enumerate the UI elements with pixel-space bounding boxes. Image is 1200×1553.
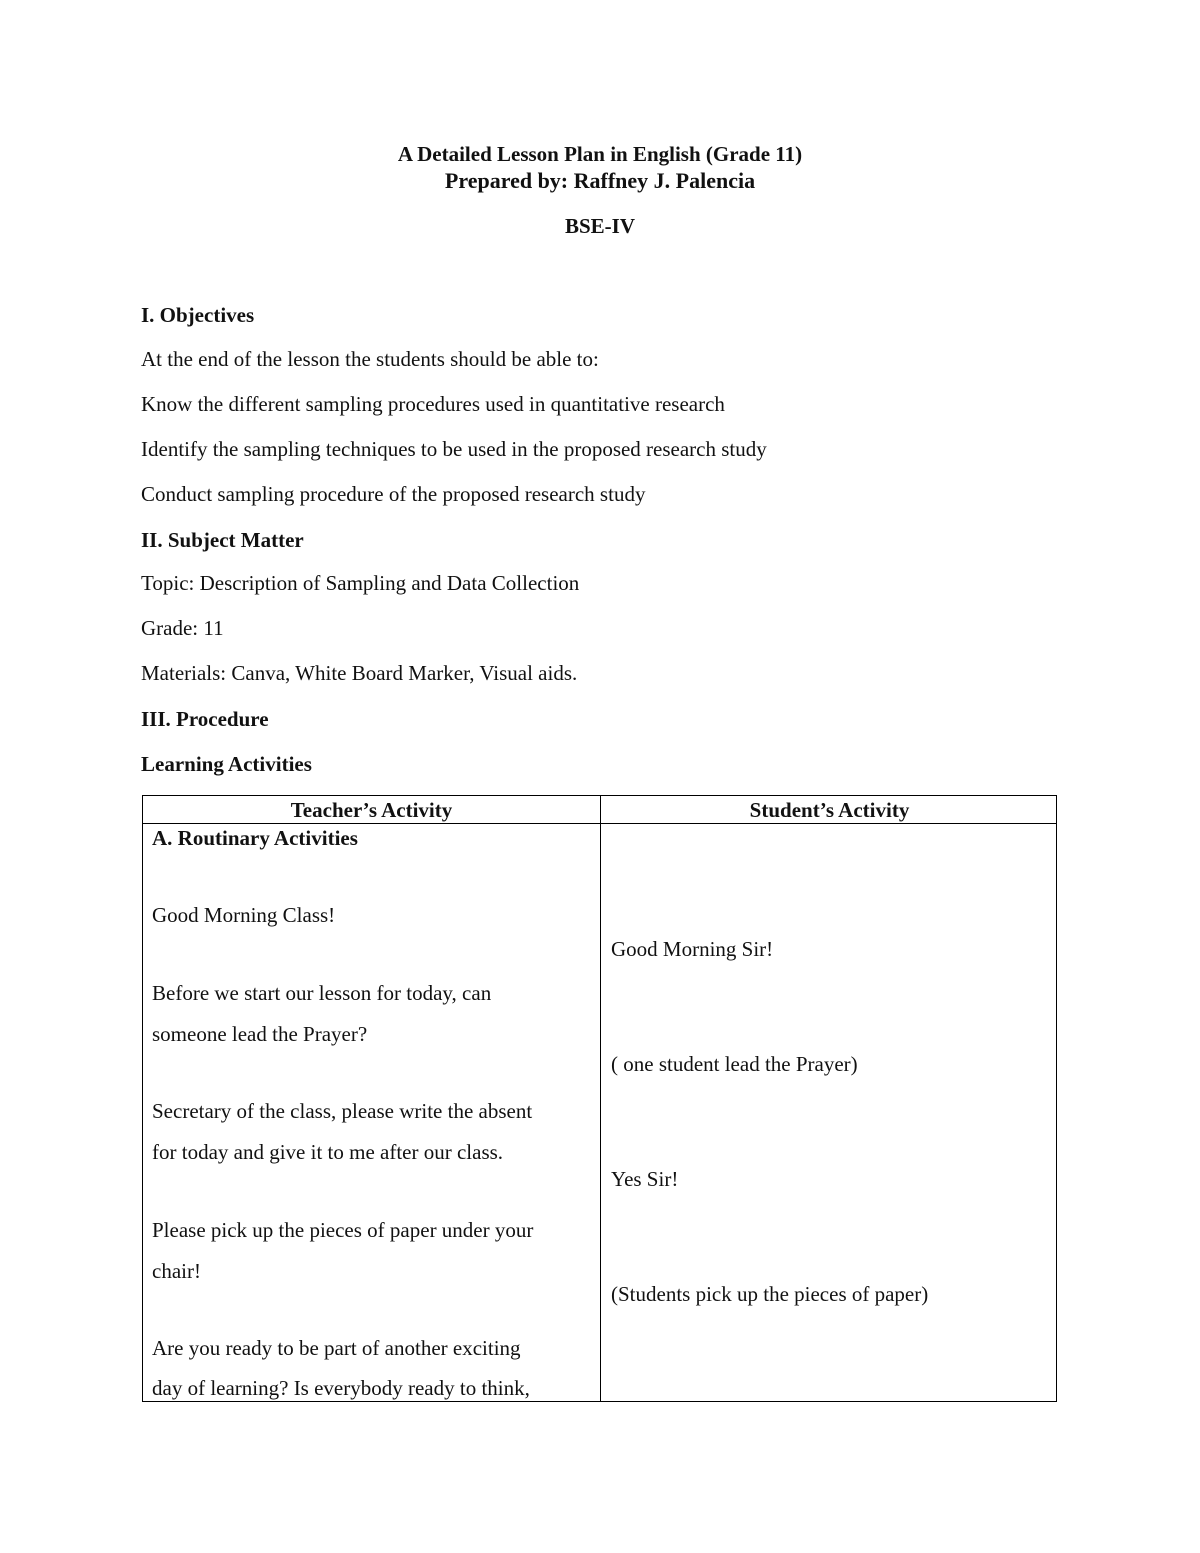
activities-table [142, 795, 1057, 1402]
teacher-activity-header: Teacher’s Activity [290, 798, 453, 822]
teacher-line: day of learning? Is everybody ready to think, [152, 1376, 530, 1400]
teacher-line: chair! [152, 1259, 201, 1283]
objectives-heading: I. Objectives [141, 303, 255, 327]
subject-topic: Topic: Description of Sampling and Data Collection [141, 571, 580, 595]
teacher-line: someone lead the Prayer? [152, 1022, 368, 1046]
student-line: ( one student lead the Prayer) [611, 1052, 858, 1076]
student-line: Yes Sir! [611, 1167, 679, 1191]
student-line: (Students pick up the pieces of paper) [611, 1282, 929, 1306]
routinary-activities-title: A. Routinary Activities [152, 826, 358, 850]
student-line: Good Morning Sir! [611, 937, 774, 961]
objective-item: Conduct sampling procedure of the proposed research study [141, 482, 646, 506]
objectives-intro: At the end of the lesson the students should be able to: [141, 347, 599, 371]
prepared-by: Prepared by: Raffney J. Palencia [444, 168, 756, 193]
objective-item: Know the different sampling procedures used in quantitative research [141, 392, 725, 416]
subject-materials: Materials: Canva, White Board Marker, Visual aids. [141, 661, 578, 685]
teacher-line: Are you ready to be part of another exciting [152, 1336, 521, 1360]
subject-grade: Grade: 11 [141, 616, 224, 640]
procedure-heading: III. Procedure [141, 707, 269, 731]
objective-item: Identify the sampling techniques to be used in the proposed research study [141, 437, 767, 461]
student-activity-header: Student’s Activity [749, 798, 910, 822]
teacher-line: Secretary of the class, please write the absent [152, 1099, 533, 1123]
teacher-line: Please pick up the pieces of paper under your [152, 1218, 534, 1242]
learning-activities-heading: Learning Activities [141, 752, 312, 776]
column-divider [600, 796, 601, 1401]
program-label: BSE-IV [564, 214, 636, 238]
subject-matter-heading: II. Subject Matter [141, 528, 304, 552]
teacher-line: Before we start our lesson for today, can [152, 981, 492, 1005]
teacher-line: for today and give it to me after our class. [152, 1140, 504, 1164]
header-divider [143, 823, 1056, 824]
teacher-line: Good Morning Class! [152, 903, 336, 927]
document-title: A Detailed Lesson Plan in English (Grade 11) [397, 142, 803, 166]
